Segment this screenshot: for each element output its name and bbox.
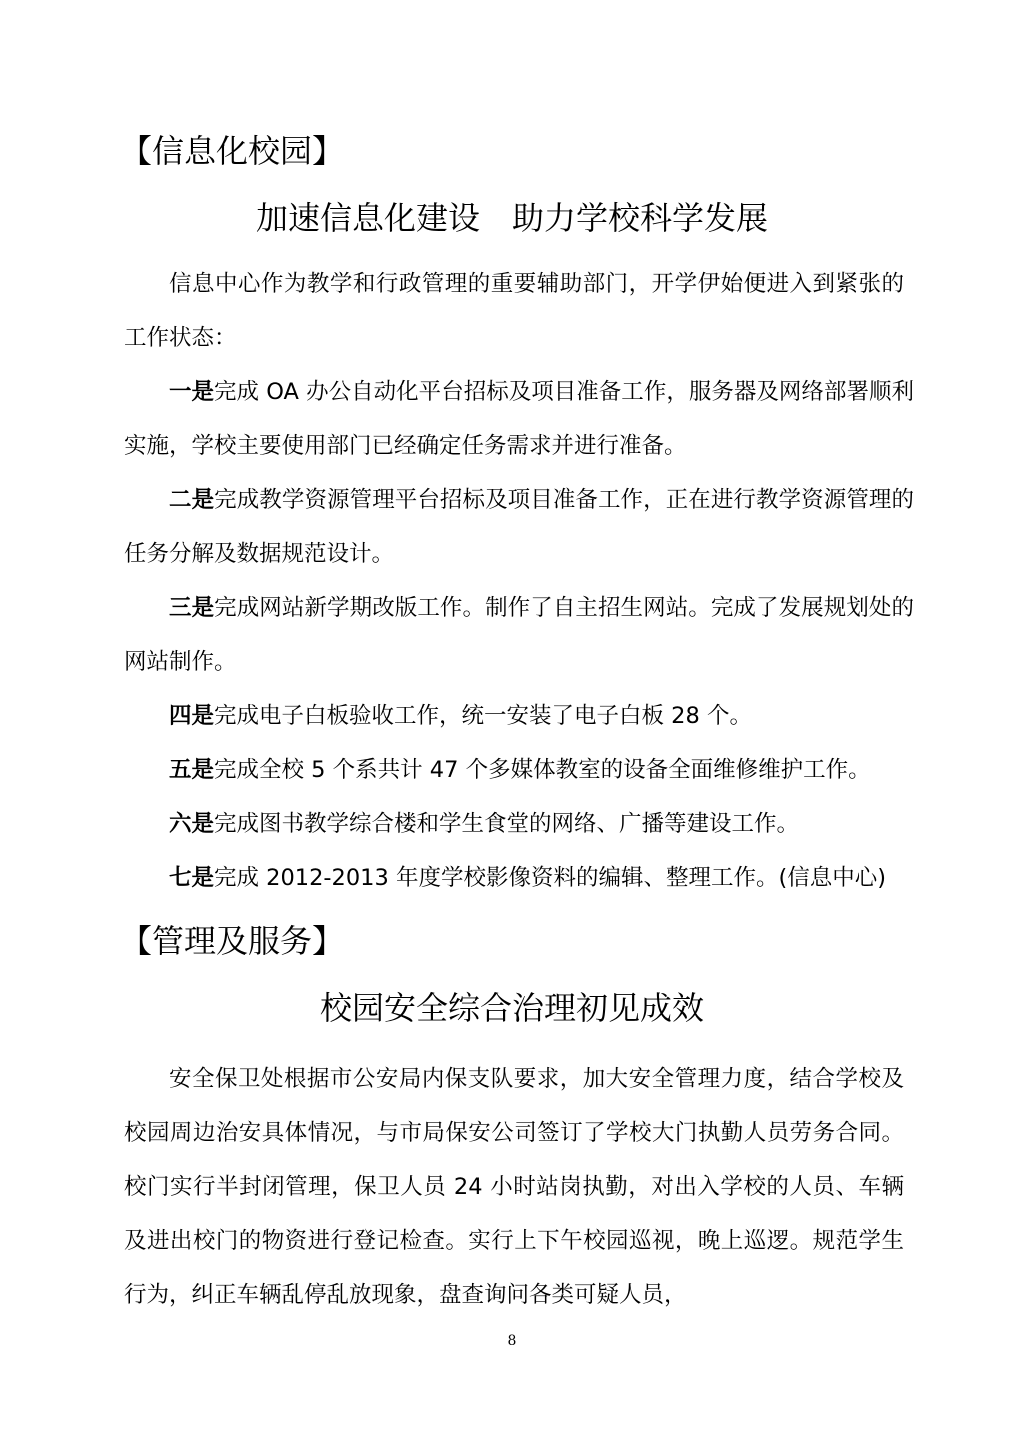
item-lead: 一是	[169, 379, 215, 405]
item-lead: 七是	[169, 865, 215, 891]
item-text: 完成图书教学综合楼和学生食堂的网络、广播等建设工作。	[214, 811, 800, 837]
list-item	[124, 473, 914, 581]
item-lead: 二是	[169, 487, 215, 513]
list-item	[124, 689, 914, 743]
item-text: 完成全校 5 个系共计 47 个多媒体教室的设备全面维修维护工作。	[214, 757, 871, 783]
item-lead: 三是	[169, 595, 215, 621]
intro-paragraph: 信息中心作为教学和行政管理的重要辅助部门，开学伊始便进入到紧张的工作状态：	[124, 271, 904, 351]
item-text: 完成教学资源管理平台招标及项目准备工作，正在进行教学资源管理的任务分解及数据规范设计。	[124, 487, 914, 567]
body-paragraph: 安全保卫处根据市公安局内保支队要求，加大安全管理力度，结合学校及校园周边治安具体情况，与市局保安公司签订了学校大门执勤人员劳务合同。校门实行半封闭管理，保卫人员 24 小时站岗执勤，对出入学校的人员、车辆及进出校门的物资进行登记检查。实行上下午校园巡视，晚上巡逻。规范学生行为，纠正车辆乱停乱放现象，盘查询问各类可疑人员，	[124, 1066, 904, 1308]
item-lead: 四是	[169, 703, 215, 729]
article-title-informatization: 加速信息化建设 助力学校科学发展	[255, 199, 768, 237]
item-lead: 五是	[169, 757, 215, 783]
list-item	[124, 797, 914, 851]
section-heading-informatization: 【信息化校园】	[120, 132, 345, 170]
item-text: 完成 2012-2013 年度学校影像资料的编辑、整理工作。(信息中心)	[214, 865, 887, 891]
item-text: 完成电子白板验收工作，统一安装了电子白板 28 个。	[214, 703, 752, 729]
list-item	[124, 581, 914, 689]
page-number: 8	[507, 1333, 517, 1349]
article-title-campus-safety: 校园安全综合治理初见成效	[319, 989, 704, 1027]
item-lead: 六是	[169, 811, 215, 837]
list-item	[124, 851, 914, 905]
section-heading-management: 【管理及服务】	[120, 922, 345, 960]
item-text: 完成 OA 办公自动化平台招标及项目准备工作，服务器及网络部署顺利实施，学校主要使用部门已经确定任务需求并进行准备。	[124, 379, 914, 459]
list-item	[124, 365, 914, 473]
list-item	[124, 743, 914, 797]
item-text: 完成网站新学期改版工作。制作了自主招生网站。完成了发展规划处的网站制作。	[124, 595, 914, 675]
